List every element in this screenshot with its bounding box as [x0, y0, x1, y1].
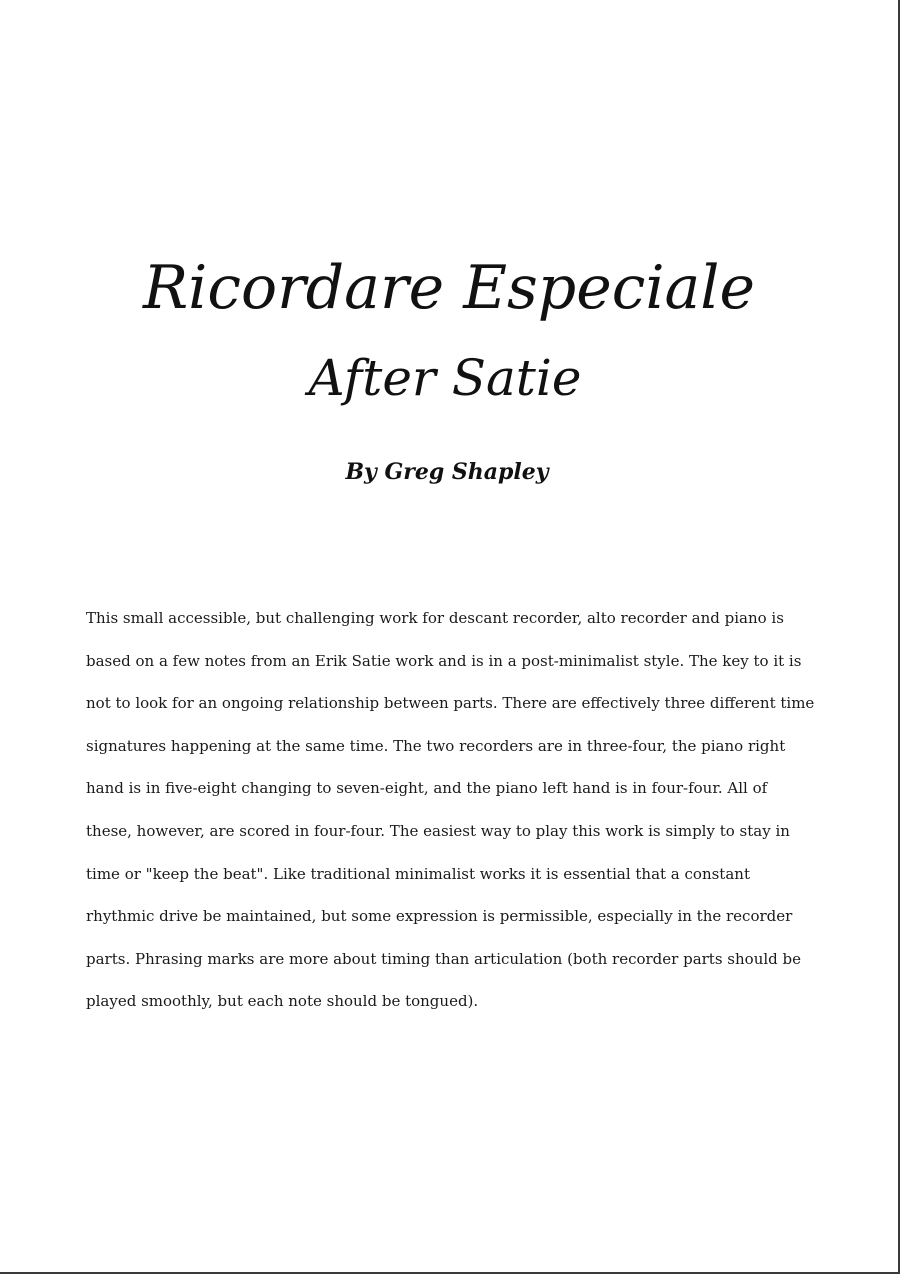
description-paragraph: This small accessible, but challenging work for descant recorder, alto recorder and piano is based on a few notes from an Erik Satie work and is in a post-minimalist style. The key to it is not to look for an ongoing relationship between parts. There are effectively three different time signatures happening at the same time. The two recorders are in three-four, the piano right hand is in five-eight changing to seven-eight, and the piano left hand is in four-four. All of these, however, are scored in four-four. The easiest way to play this work is simply to stay in time or "keep the beat". Like traditional minimalist works it is essential that a constant rhythmic drive be maintained, but some expression is permissible, especially in the recorder parts. Phrasing marks are more about timing than articulation (both recorder parts should be played smoothly, but each note should be tongued).	[86, 609, 815, 1011]
document-subtitle: After Satie	[308, 349, 582, 407]
document-title: Ricordare Especiale	[143, 253, 755, 323]
author-byline: By Greg Shapley	[345, 459, 549, 485]
